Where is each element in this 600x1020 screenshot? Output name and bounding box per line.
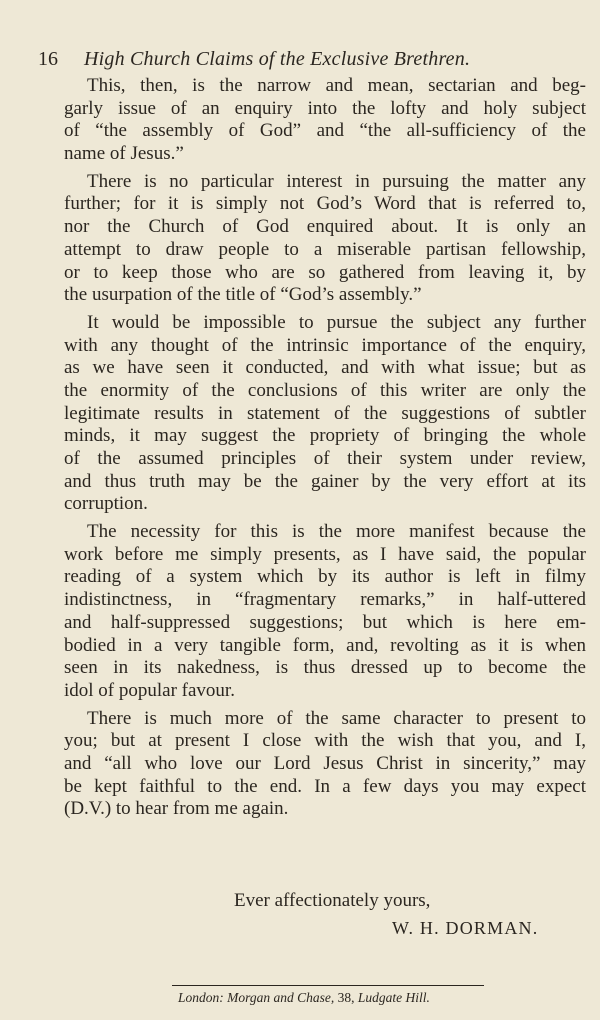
text-line: indistinctness, in “fragmentary remarks,” in half-uttered: [64, 589, 586, 611]
text-line: nor the Church of God enquired about. It is only an: [64, 216, 586, 238]
text-line: legitimate results in statement of the suggestions of subtler: [64, 402, 586, 424]
text-line: of the assumed principles of their system under review,: [64, 448, 586, 469]
imprint-city: London:: [178, 990, 224, 1005]
text-line: or to keep those who are so gathered from leaving it, by: [64, 261, 586, 283]
paragraph: [64, 521, 586, 703]
text-line: attempt to draw people to a miserable partisan fellowship,: [64, 238, 586, 260]
imprint-publisher: Morgan and Chase,: [227, 990, 335, 1005]
text-line: the usurpation of the title of “God’s assembly.”: [64, 284, 422, 306]
text-line: idol of popular favour.: [64, 679, 235, 701]
imprint-number: 38,: [337, 990, 355, 1005]
text-line: bodied in a very tangible form, and, revolting as it is when: [64, 634, 586, 656]
text-line: as we have seen it conducted, and with what issue; but as: [64, 357, 586, 379]
running-title: High Church Claims of the Exclusive Brethren.: [84, 48, 471, 70]
letter-body: [64, 70, 586, 821]
text-line: be kept faithful to the end. In a few days you may expect: [64, 775, 586, 797]
text-line: and half-suppressed suggestions; but which is here em-: [64, 611, 586, 633]
text-line: garly issue of an enquiry into the lofty and holy subject: [64, 97, 586, 119]
imprint: [178, 990, 430, 1006]
text-line: corruption.: [64, 493, 148, 515]
text-line: work before me simply presents, as I have said, the popular: [64, 543, 586, 565]
text-line: and “all who love our Lord Jesus Christ in sincerity,” may: [64, 752, 586, 774]
paragraph: [64, 75, 586, 166]
page-number: 16: [38, 48, 58, 70]
signature: W. H. DORMAN.: [392, 918, 539, 938]
text-line: you; but at present I close with the wish that you, and I,: [64, 730, 586, 752]
running-header: [38, 48, 578, 71]
text-line: There is no particular interest in pursuing the matter any: [87, 170, 586, 192]
text-line: minds, it may suggest the propriety of bringing the whole: [64, 425, 586, 447]
text-line: It would be impossible to pursue the subject any further: [87, 311, 586, 333]
closing: Ever affectionately yours,: [234, 890, 431, 911]
text-line: and thus truth may be the gainer by the very effort at its: [64, 470, 586, 492]
text-line: This, then, is the narrow and mean, sectarian and beg-: [87, 75, 586, 96]
text-line: name of Jesus.”: [64, 143, 184, 165]
text-line: The necessity for this is the more manifest because the: [87, 521, 586, 543]
text-line: (D.V.) to hear from me again.: [64, 798, 289, 820]
text-line: with any thought of the intrinsic importance of the enquiry,: [64, 334, 586, 356]
paragraph: [64, 708, 586, 821]
text-line: the enormity of the conclusions of this writer are only the: [64, 379, 586, 401]
imprint-street: Ludgate Hill.: [357, 990, 430, 1005]
text-line: There is much more of the same character to present to: [87, 707, 586, 729]
text-line: reading of a system which by its author is left in filmy: [64, 566, 586, 588]
text-line: further; for it is simply not God’s Word that is referred to,: [64, 193, 586, 215]
footer-rule: [172, 985, 484, 986]
paragraph: [64, 171, 586, 307]
text-line: seen in its nakedness, is thus dressed up to become the: [64, 657, 586, 679]
paragraph: [64, 312, 586, 516]
text-line: of “the assembly of God” and “the all-sufficiency of the: [64, 120, 586, 142]
